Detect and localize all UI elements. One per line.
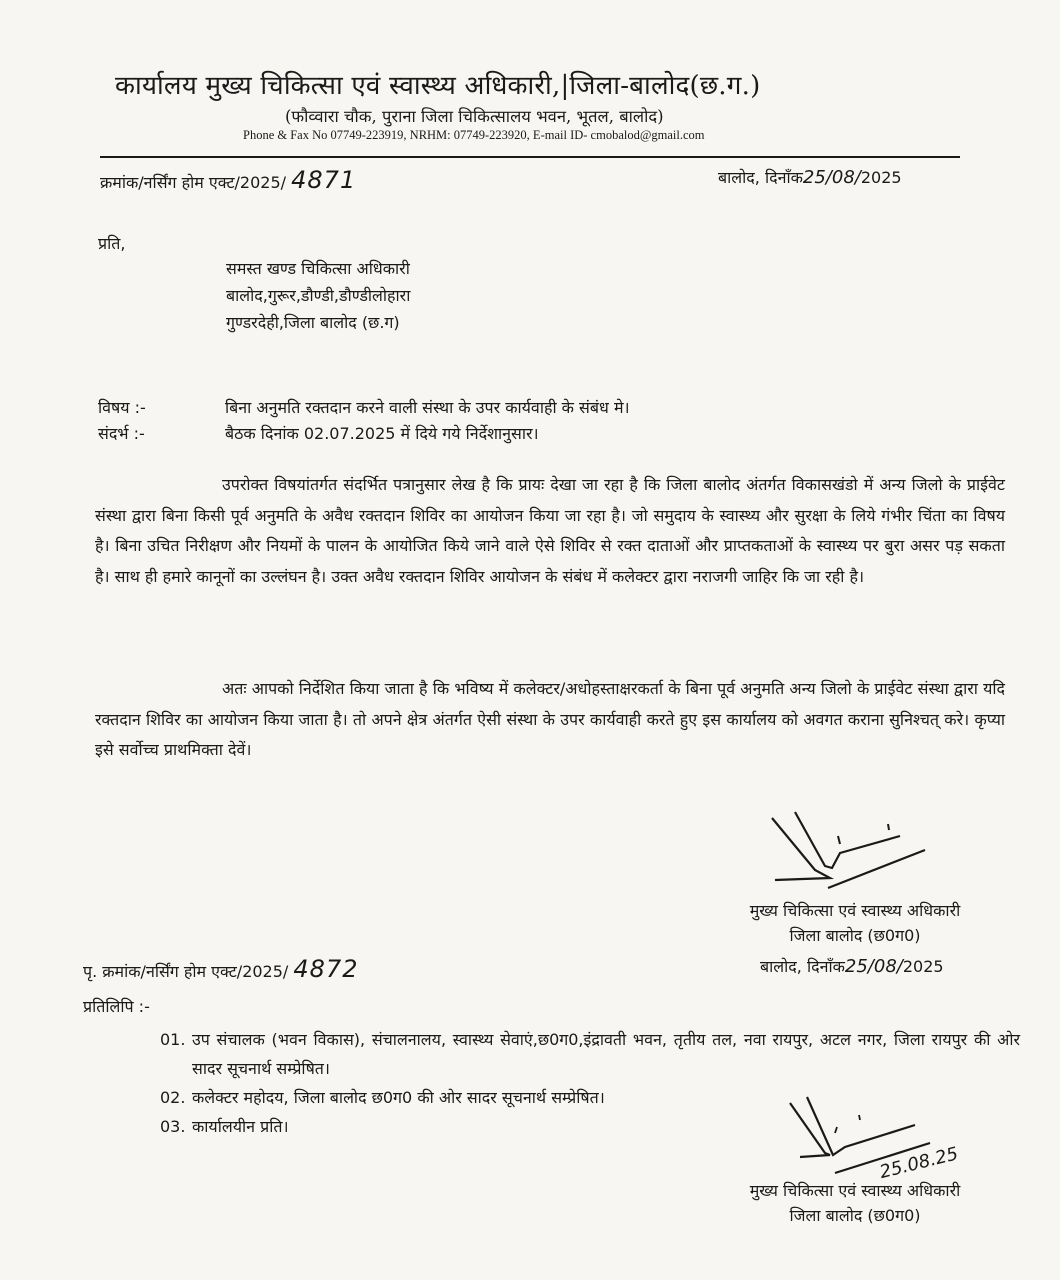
addressee-line: समस्त खण्ड चिकित्सा अधिकारी xyxy=(226,259,410,278)
body-paragraph: उपरोक्त विषयांतर्गत संदर्भित पत्रानुसार लेख है कि प्रायः देखा जा रहा है कि जिला बालोद अंतर्गत विकासखंडो में अन्य जिलो के प्राईवेट संस्था द्वारा बिना किसी पूर्व अनुमति के अवैध रक्तदान शिविर का आयोजन किया जा रहा है। जो समुदाय के स्वास्थ्य और सुरक्षा के लिये गंभीर चिंता का विषय है। बिना उचित निरीक्षण और नियमों के पालन के आयोजित किये जाने वाले ऐसे शिविर से रक्त दाताओं और प्राप्तकताओं के स्वास्थ्य पर बुरा असर पड़ सकता है। साथ ही हमारे कानूनों का उल्लंघन है। उक्त अवैध रक्तदान शिविर आयोजन के संबंध में कलेक्टर द्वारा नराजगी जाहिर कि जा रही है। xyxy=(95,475,1005,586)
date-handwritten: 25/08/ xyxy=(844,956,903,977)
signatory-district: जिला बालोद (छ0ग0) xyxy=(789,926,921,945)
context-text: बैठक दिनांक 02.07.2025 में दिये गये निर्देशानुसार। xyxy=(225,424,539,443)
copy-item-text: कलेक्टर महोदय, जिला बालोद छ0ग0 की ओर सादर सूचनार्थ सम्प्रेषित। xyxy=(192,1088,605,1107)
copy-item-number: 01. xyxy=(160,1030,186,1049)
letterhead-contact: Phone & Fax No 07749-223919, NRHM: 07749-223920, E-mail ID- cmobalod@gmail.com xyxy=(243,128,705,142)
signatory-designation: मुख्य चिकित्सा एवं स्वास्थ्य अधिकारी xyxy=(749,901,961,920)
copy-reference-handwritten-number: 4872 xyxy=(293,955,359,983)
reference-handwritten-number: 4871 xyxy=(291,166,357,194)
signatory-district: जिला बालोद (छ0ग0) xyxy=(789,1206,921,1225)
copies-label: प्रतिलिपि :- xyxy=(83,997,150,1016)
copy-reference-date xyxy=(760,955,944,977)
copy-item xyxy=(160,1025,1020,1083)
copy-item-text: कार्यालयीन प्रति। xyxy=(192,1117,289,1136)
date-label: बालोद, दिनाँक xyxy=(718,168,803,187)
copy-item-text: उप संचालक (भवन विकास), संचालनालय, स्वास्थ्य सेवाएं,छ0ग0,इंद्रावती भवन, तृतीय तल, नवा रायपुर, अटल नगर, जिला रायपुर की ओर सादर सूचनार्थ सम्प्रेषित। xyxy=(192,1030,1020,1078)
subject-text: बिना अनुमति रक्तदान करने वाली संस्था के उपर कार्यवाही के संबंध मे। xyxy=(225,398,630,417)
date-handwritten: 25/08/ xyxy=(802,167,861,188)
reference-date xyxy=(718,166,902,188)
addressee-line: गुण्डरदेही,जिला बालोद (छ.ग) xyxy=(226,313,400,332)
subject-label: विषय :- xyxy=(98,398,146,417)
signature-image-2 xyxy=(785,1095,1015,1185)
addressee-label: प्रति, xyxy=(98,234,126,253)
signatory-designation: मुख्य चिकित्सा एवं स्वास्थ्य अधिकारी xyxy=(749,1181,961,1200)
header-divider xyxy=(100,156,960,158)
date-label: बालोद, दिनाँक xyxy=(760,957,845,976)
signature-image xyxy=(770,808,940,903)
context-label: संदर्भ :- xyxy=(98,424,145,443)
signatory-block-2 xyxy=(700,1178,1010,1228)
date-year: 2025 xyxy=(860,168,902,187)
reference-prefix: क्रमांक/नर्सिंग होम एक्ट/2025/ xyxy=(100,173,287,192)
letterhead-title: कार्यालय मुख्य चिकित्सा एवं स्वास्थ्य अधिकारी,|जिला-बालोद(छ.ग.) xyxy=(115,71,761,101)
signature-date-annotation: 25.08.25 xyxy=(877,1143,961,1184)
reference-number xyxy=(100,166,356,194)
copy-reference-prefix: पृ. क्रमांक/नर्सिंग होम एक्ट/2025/ xyxy=(83,962,289,981)
addressee-line: बालोद,गुरूर,डौण्डी,डौण्डीलोहारा xyxy=(226,286,411,305)
copy-reference-number xyxy=(83,955,358,983)
copy-item-number: 02. xyxy=(160,1088,186,1107)
addressee-block xyxy=(226,255,410,336)
copy-item-number: 03. xyxy=(160,1117,186,1136)
body-paragraph: अतः आपको निर्देशित किया जाता है कि भविष्य में कलेक्टर/अधोहस्ताक्षरकर्ता के बिना पूर्व अनुमति अन्य जिलो के प्राईवेट संस्था द्वारा यदि रक्तदान शिविर का आयोजन किया जाता है। तो अपने क्षेत्र अंतर्गत ऐसी संस्था के उपर कार्यवाही करते हुए इस कार्यालय को अवगत कराना सुनिश्चत् करे। कृप्या इसे सर्वोच्च प्राथमिक्ता देवें। xyxy=(95,679,1005,759)
letterhead-address: (फौव्वारा चौक, पुराना जिला चिकित्सालय भवन, भूतल, बालोद) xyxy=(285,107,664,126)
signatory-block xyxy=(700,898,1010,948)
date-year: 2025 xyxy=(902,957,944,976)
